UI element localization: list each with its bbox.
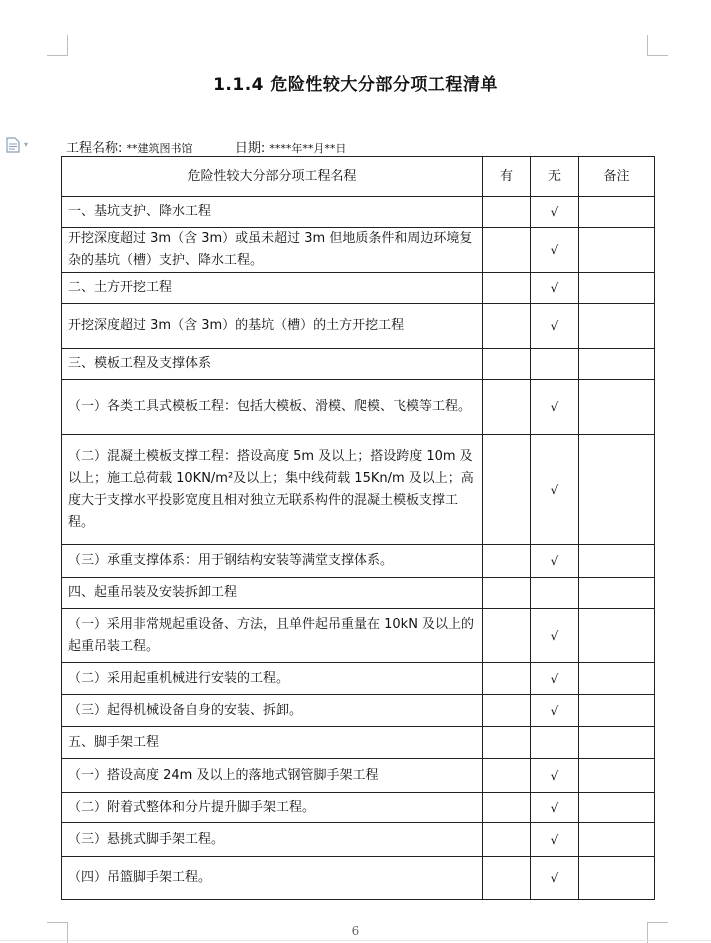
note-cell: [579, 609, 655, 663]
table-row: [62, 545, 655, 578]
has-cell: [483, 727, 531, 759]
table-row: [62, 304, 655, 349]
item-cell: （二）混凝土模板支撑工程：搭设高度 5m 及以上；搭设跨度 10m 及以上；施工总荷载 10KN/m²及以上；集中线荷载 15Kn/m 及以上；高度大于支撑水平投影宽度且相对独立无联系构件的混凝土模板支撑工程。: [62, 435, 483, 545]
project-label: 工程名称:: [66, 141, 123, 156]
item-cell: 一、基坑支护、降水工程: [62, 197, 483, 228]
item-cell: 二、土方开挖工程: [62, 273, 483, 304]
table-row: [62, 823, 655, 857]
note-cell: [579, 727, 655, 759]
has-cell: [483, 759, 531, 793]
item-cell: （一）搭设高度 24m 及以上的落地式钢管脚手架工程: [62, 759, 483, 793]
margin-corner-top-left: [47, 35, 68, 56]
table-row: [62, 273, 655, 304]
table-row: [62, 857, 655, 900]
note-cell: [579, 759, 655, 793]
item-cell: （四）吊篮脚手架工程。: [62, 857, 483, 900]
table-row: [62, 727, 655, 759]
note-cell: [579, 273, 655, 304]
has-cell: [483, 197, 531, 228]
has-cell: [483, 823, 531, 857]
none-cell: [531, 727, 579, 759]
none-cell: √: [531, 857, 579, 900]
table-row: [62, 695, 655, 727]
project-name: **建筑图书馆: [126, 142, 193, 155]
none-cell: √: [531, 545, 579, 578]
table-row: [62, 228, 655, 273]
item-cell: 四、起重吊装及安装拆卸工程: [62, 578, 483, 609]
item-cell: （一）各类工具式模板工程：包括大模板、滑模、爬模、飞模等工程。: [62, 380, 483, 435]
date-value: ****年**月**日: [269, 142, 347, 155]
note-cell: [579, 545, 655, 578]
none-cell: [531, 349, 579, 380]
note-cell: [579, 435, 655, 545]
column-header-yes: 有: [483, 157, 531, 197]
column-header-no: 无: [531, 157, 579, 197]
note-cell: [579, 197, 655, 228]
table-header-row: [62, 157, 655, 197]
note-cell: [579, 228, 655, 273]
note-cell: [579, 793, 655, 823]
note-cell: [579, 304, 655, 349]
has-cell: [483, 545, 531, 578]
table-row: [62, 793, 655, 823]
item-cell: （三）承重支撑体系：用于钢结构安装等满堂支撑体系。: [62, 545, 483, 578]
date-label: 日期:: [234, 141, 266, 156]
table-row: [62, 380, 655, 435]
none-cell: √: [531, 609, 579, 663]
has-cell: [483, 349, 531, 380]
none-cell: √: [531, 435, 579, 545]
none-cell: √: [531, 273, 579, 304]
note-cell: [579, 380, 655, 435]
note-cell: [579, 349, 655, 380]
has-cell: [483, 695, 531, 727]
none-cell: √: [531, 695, 579, 727]
note-cell: [579, 695, 655, 727]
has-cell: [483, 228, 531, 273]
table-row: [62, 578, 655, 609]
column-header-remarks: 备注: [579, 157, 655, 197]
note-cell: [579, 663, 655, 695]
item-cell: （一）采用非常规起重设备、方法，且单件起吊重量在 10kN 及以上的起重吊装工程。: [62, 609, 483, 663]
document-icon[interactable]: [6, 137, 22, 153]
page-title: 1.1.4 危险性较大分部分项工程清单: [213, 75, 498, 95]
has-cell: [483, 380, 531, 435]
item-cell: 三、模板工程及支撑体系: [62, 349, 483, 380]
table-row: [62, 609, 655, 663]
item-cell: 五、脚手架工程: [62, 727, 483, 759]
project-meta: [66, 137, 346, 156]
none-cell: [531, 578, 579, 609]
table-row: [62, 197, 655, 228]
has-cell: [483, 578, 531, 609]
table-row: [62, 759, 655, 793]
table-row: [62, 663, 655, 695]
table-row: [62, 349, 655, 380]
item-cell: （二）采用起重机械进行安装的工程。: [62, 663, 483, 695]
has-cell: [483, 663, 531, 695]
has-cell: [483, 609, 531, 663]
page-number: 6: [351, 924, 360, 938]
item-cell: （三）起得机械设备自身的安装、拆卸。: [62, 695, 483, 727]
margin-corner-top-right: [647, 35, 668, 56]
dropdown-arrow-icon[interactable]: ▾: [24, 140, 29, 149]
note-cell: [579, 578, 655, 609]
none-cell: √: [531, 793, 579, 823]
none-cell: √: [531, 197, 579, 228]
none-cell: √: [531, 759, 579, 793]
column-header-item: 危险性较大分部分项工程名程: [62, 157, 483, 197]
none-cell: √: [531, 823, 579, 857]
note-cell: [579, 857, 655, 900]
none-cell: √: [531, 304, 579, 349]
item-cell: （三）悬挑式脚手架工程。: [62, 823, 483, 857]
has-cell: [483, 857, 531, 900]
note-cell: [579, 823, 655, 857]
item-cell: 开挖深度超过 3m（含 3m）的基坑（槽）的土方开挖工程: [62, 304, 483, 349]
has-cell: [483, 793, 531, 823]
none-cell: √: [531, 663, 579, 695]
none-cell: √: [531, 228, 579, 273]
has-cell: [483, 273, 531, 304]
none-cell: √: [531, 380, 579, 435]
has-cell: [483, 435, 531, 545]
hazard-items-table: [61, 156, 655, 900]
page-bottom-divider: [0, 940, 711, 941]
table-row: [62, 435, 655, 545]
has-cell: [483, 304, 531, 349]
item-cell: （二）附着式整体和分片提升脚手架工程。: [62, 793, 483, 823]
item-cell: 开挖深度超过 3m（含 3m）或虽未超过 3m 但地质条件和周边环境复杂的基坑（槽）支护、降水工程。: [62, 228, 483, 273]
